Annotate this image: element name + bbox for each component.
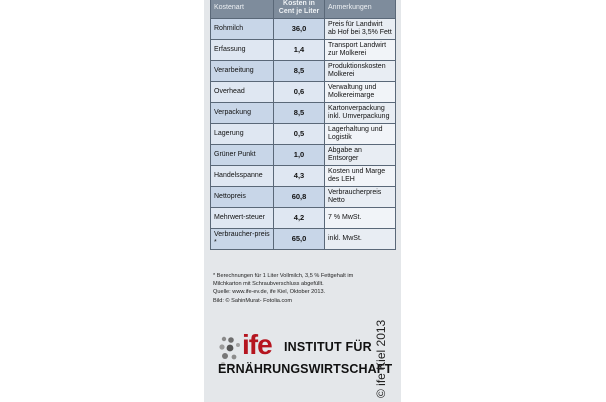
row-value: 4,2 [274, 208, 325, 229]
table-row [211, 187, 396, 208]
row-note: Preis für Landwirt ab Hof bei 3,5% Fett [325, 19, 396, 40]
row-value: 36,0 [274, 19, 325, 40]
row-name: Erfassung [211, 40, 274, 61]
copyright-credit: © ife Kiel 2013 [374, 319, 388, 398]
table-row [211, 40, 396, 61]
row-name: Rohmilch [211, 19, 274, 40]
header-cost: Kosten in Cent je Liter [274, 0, 325, 19]
row-note: 7 % MwSt. [325, 208, 396, 229]
table-row [211, 229, 396, 250]
table-row [211, 82, 396, 103]
institute-line-2: ERNÄHRUNGSWIRTSCHAFT [218, 362, 393, 376]
table-row [211, 208, 396, 229]
row-value: 60,8 [274, 187, 325, 208]
header-notes: Anmerkungen [325, 0, 396, 19]
footnote-source: Quelle: www.ife-ev.de, ife Kiel, Oktober 2013. [213, 289, 326, 296]
table-row [211, 124, 396, 145]
row-name: Overhead [211, 82, 274, 103]
row-value: 1,4 [274, 40, 325, 61]
row-name: Grüner Punkt [211, 145, 274, 166]
row-name: Verpackung [211, 103, 274, 124]
row-value: 8,5 [274, 61, 325, 82]
row-name: Nettopreis [211, 187, 274, 208]
row-note: Transport Landwirt zur Molkerei [325, 40, 396, 61]
row-note: Verbraucherpreis Netto [325, 187, 396, 208]
row-note: inkl. MwSt. [325, 229, 396, 250]
table-row [211, 166, 396, 187]
row-name: Verarbeitung [211, 61, 274, 82]
table-row [211, 61, 396, 82]
row-note: Kosten und Marge des LEH [325, 166, 396, 187]
row-note: Verwaltung und Molkereimarge [325, 82, 396, 103]
institute-line-1: INSTITUT FÜR [284, 340, 372, 354]
row-value: 1,0 [274, 145, 325, 166]
row-name: Mehrwert-steuer [211, 208, 274, 229]
row-note: Lagerhaltung und Logistik [325, 124, 396, 145]
row-note: Kartonverpackung inkl. Umverpackung [325, 103, 396, 124]
table-row [211, 145, 396, 166]
header-cost-type: Kostenart [211, 0, 274, 19]
footnote-line: Milchkarton mit Schraubverschluss abgefüllt. [213, 281, 324, 288]
table-header-row [211, 0, 396, 19]
row-value: 0,5 [274, 124, 325, 145]
row-value: 4,3 [274, 166, 325, 187]
table-row [211, 19, 396, 40]
cost-breakdown-document [204, 0, 401, 402]
row-name: Handelsspanne [211, 166, 274, 187]
footnotes [213, 272, 393, 305]
row-value: 8,5 [274, 103, 325, 124]
footnote-image-credit: Bild: © SahinMurat- Fotolia.com [213, 297, 293, 304]
brand-name: ife [242, 329, 272, 360]
footnote-line: * Berechnungen für 1 Liter Vollmilch, 3,5 % Fettgehalt im [213, 273, 354, 279]
row-note: Produktionskosten Molkerei [325, 61, 396, 82]
row-value: 65,0 [274, 229, 325, 250]
row-name: Lagerung [211, 124, 274, 145]
cost-table [210, 0, 396, 250]
row-value: 0,6 [274, 82, 325, 103]
row-name: Verbraucher-preis * [211, 229, 274, 250]
row-note: Abgabe an Entsorger [325, 145, 396, 166]
table-row [211, 103, 396, 124]
